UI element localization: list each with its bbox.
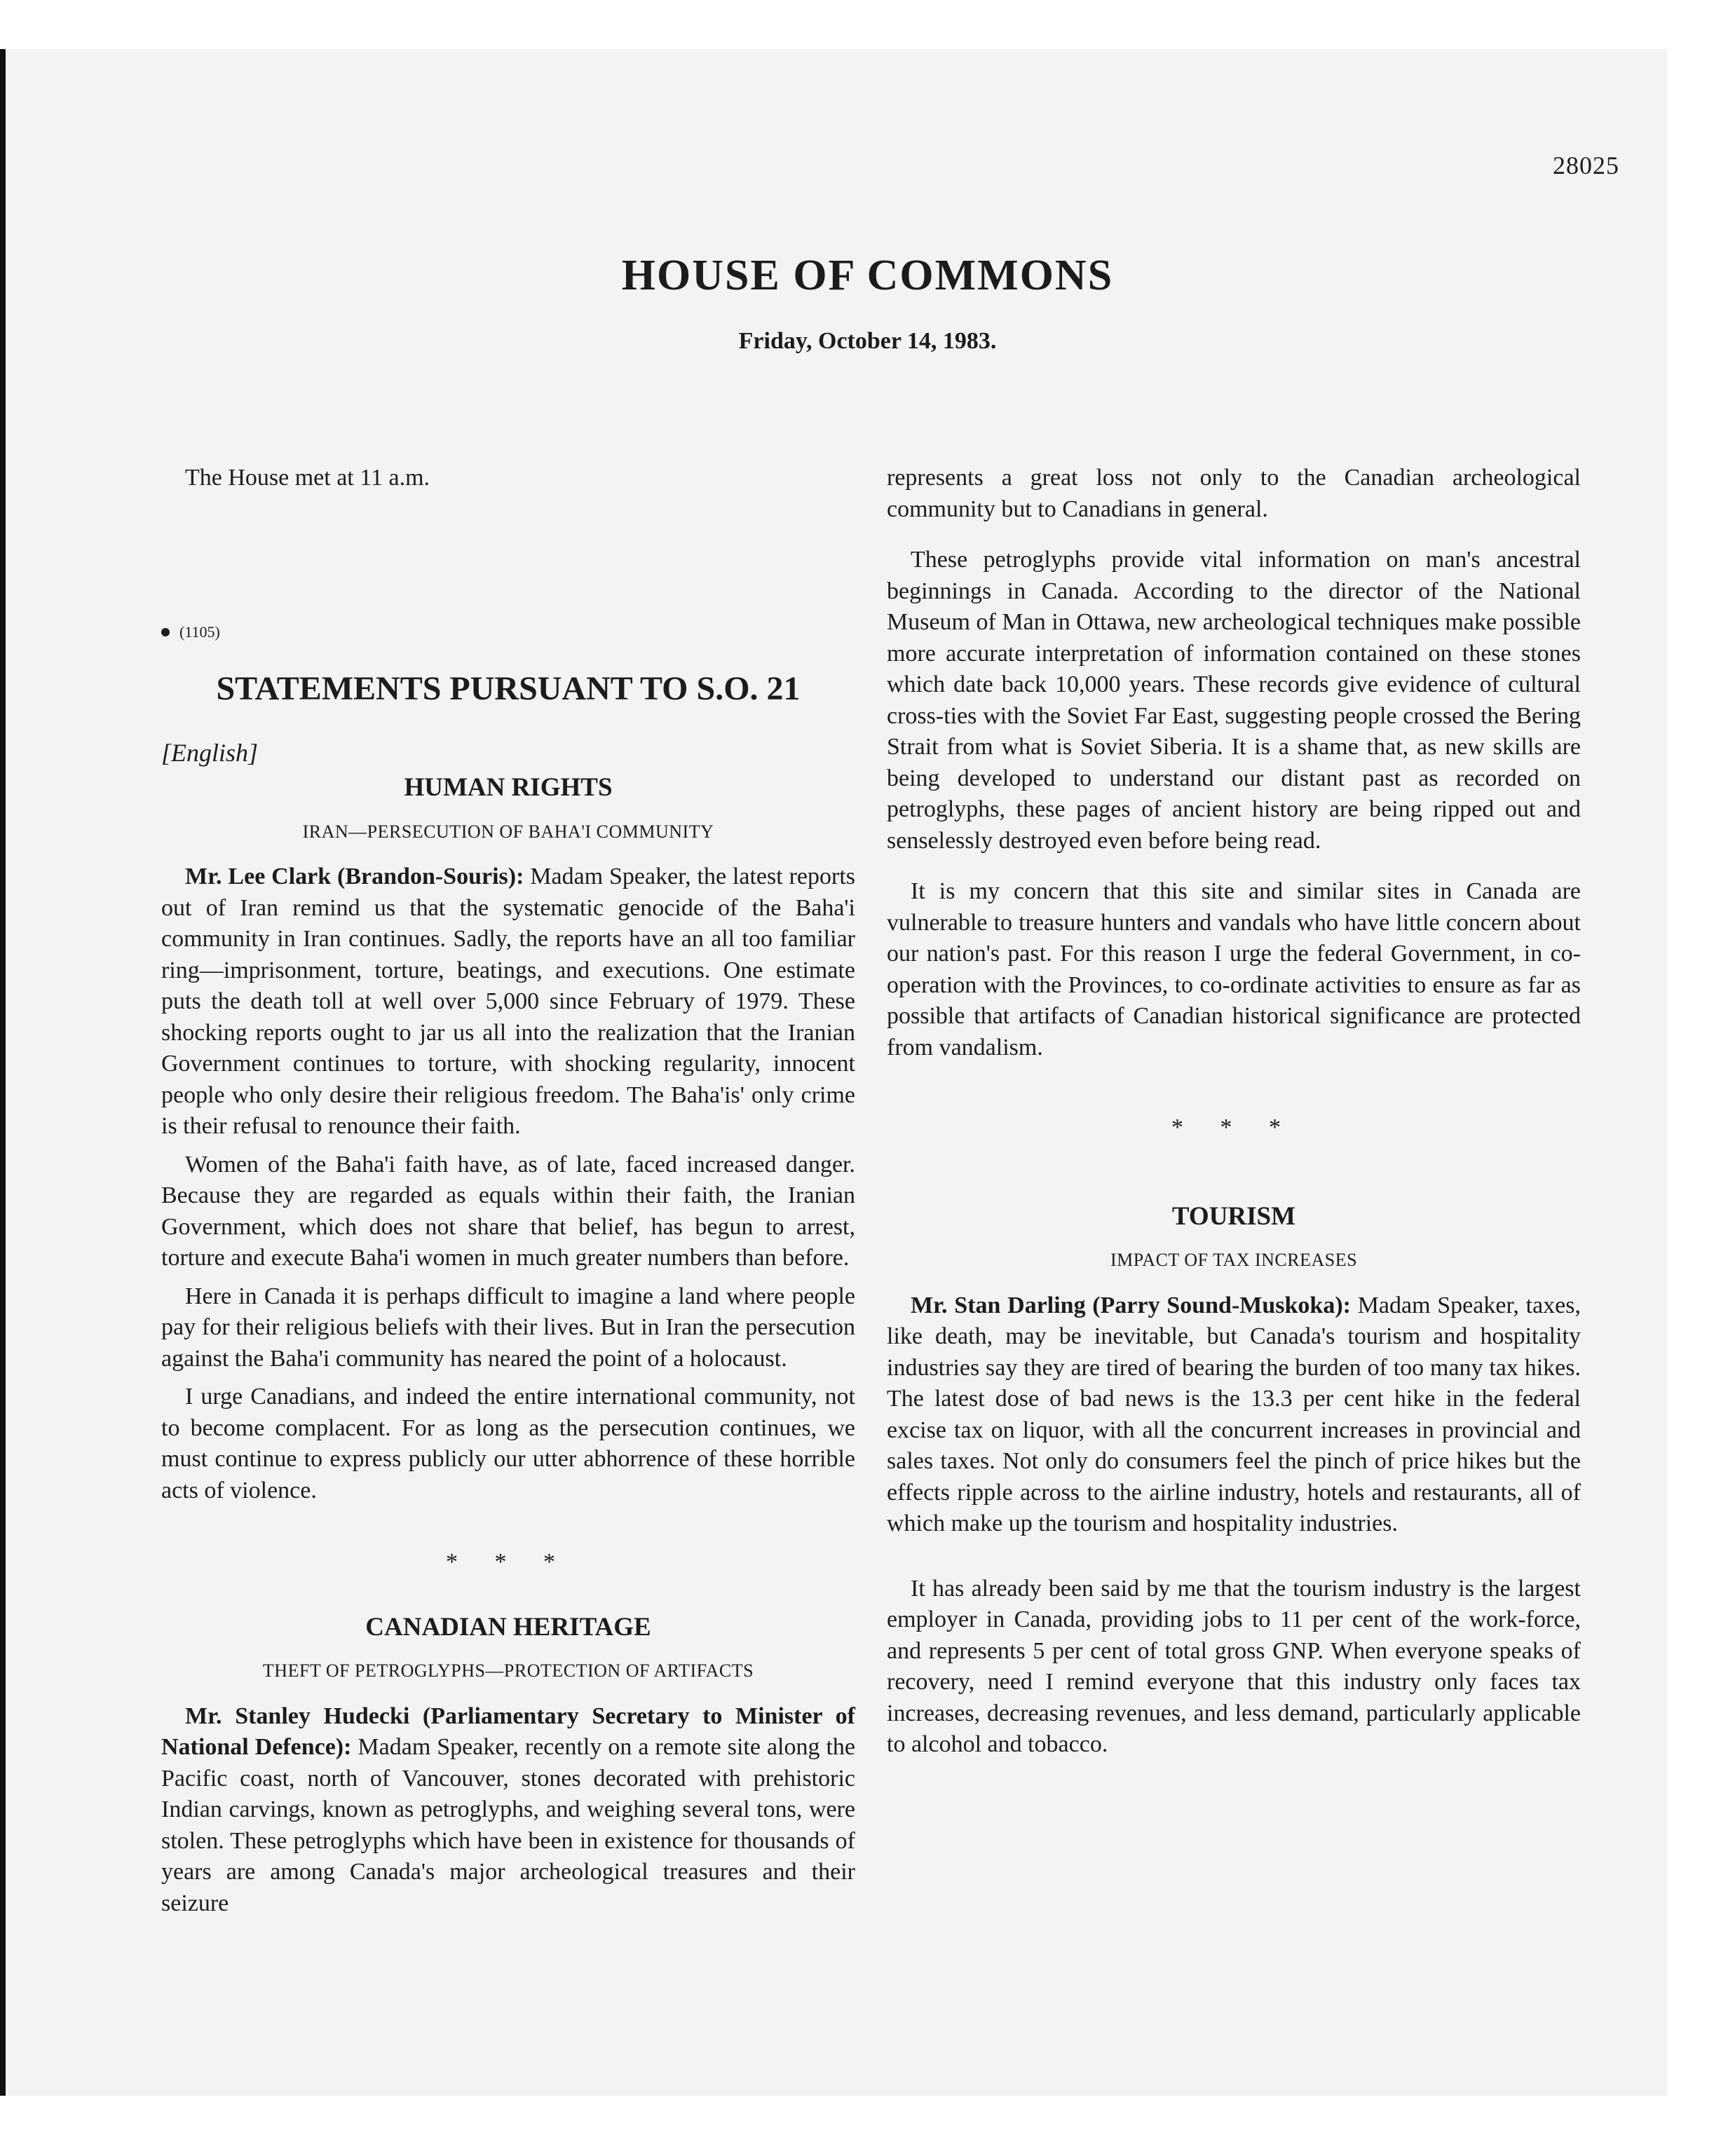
page-number: 28025 (1553, 151, 1619, 179)
time-marker-label: (1105) (179, 622, 220, 641)
speaker-name: Mr. Stan Darling (Parry Sound-Muskoka): (911, 1292, 1351, 1318)
subtopic-heading-petroglyphs: THEFT OF PETROGLYPHS—PROTECTION OF ARTIFACTS (262, 1660, 754, 1681)
speaker-name: Mr. Lee Clark (Brandon-Souris): (185, 864, 524, 890)
subtopic-heading-tax: IMPACT OF TAX INCREASES (1110, 1250, 1358, 1270)
time-marker (161, 617, 855, 648)
scan-edge (0, 49, 6, 2096)
topic-heading-heritage: CANADIAN HERITAGE (365, 1612, 651, 1642)
statement-paragraph: Here in Canada it is perhaps difficult to imagine a land where people pay for their religious beliefs with their lives. But in Iran the persecution against the Baha'i community has neared the point of a holocaust. (161, 1283, 855, 1372)
sitting-date: Friday, October 14, 1983. (738, 328, 997, 354)
statement-text: Madam Speaker, taxes, like death, may be inevitable, but Canada's tourism and hospitality industries say they are tired of bearing the burden of too many tax hikes. The latest dose of bad news is the 13.3 per cent hike in the federal excise tax on liquor, with all the concurrent increases in provincial and sales taxes. Not only do consumers feel the pinch of price hikes but the effects ripple across to the airline industry, hotels and restaurants, all of which make up the tourism and hospitality industries. (887, 1292, 1581, 1536)
opening-statement: The House met at 11 a.m. (185, 465, 430, 491)
section-separator: * * * (446, 1549, 571, 1576)
statement-paragraph (887, 1290, 1581, 1540)
subtopic-heading-iran: IRAN—PERSECUTION OF BAHA'I COMMUNITY (302, 821, 714, 842)
statement-paragraph: I urge Canadians, and indeed the entire international community, not to become complacent. For as long as the persecution continues, we must continue to express publicly our utter abhorrence of these horrible acts of violence. (161, 1384, 855, 1503)
speaker-name: Mr. Stanley Hudecki (Parliamentary Secretary to Minister of National Defence): (161, 1703, 855, 1761)
right-column (887, 463, 1581, 1761)
left-column (161, 463, 855, 1919)
statement-paragraph (161, 861, 855, 1142)
statement-paragraph: These petroglyphs provide vital information on man's ancestral beginnings in Canada. According to the director of the National Museum of Man in Ottawa, new archeological techniques make possible more accurate interpretation of information contained on these stones which date back 10,000 years. These records give evidence of cultural cross-ties with the Soviet Far East, suggesting people crossed the Bering Strait from what is Soviet Siberia. It is a shame that, as new skills are being developed to understand our distant past as recorded on petroglyphs, these pages of ancient history are being ripped out and senselessly destroyed even before being read. (887, 547, 1581, 854)
statement-paragraph: It is my concern that this site and similar sites in Canada are vulnerable to treasure hunters and vandals who have little concern about our nation's past. For this reason I urge the federal Government, in co-operation with the Provinces, to co-ordinate activities to ensure as far as possible that artifacts of Canadian historical significance are protected from vandalism. (887, 878, 1581, 1060)
statement-text: Madam Speaker, recently on a remote site along the Pacific coast, north of Vancouver, stones decorated with prehistoric Indian carvings, known as petroglyphs, and weighing several tons, were stolen. These petroglyphs which have been in existence for thousands of years are among Canada's major archeological treasures and their seizure (161, 1734, 855, 1916)
language-tag: [English] (161, 738, 259, 767)
statement-text: Madam Speaker, the latest reports out of Iran remind us that the systematic genocide of the Baha'i community in Iran continues. Sadly, the reports have an all too familiar ring—imprisonment, torture, beatings, and executions. One estimate puts the death toll at well over 5,000 since February of 1979. These shocking reports ought to jar us all into the realization that the Iranian Government continues to torture, with shocking regularity, innocent people who only desire their religious freedom. The Baha'is' only crime is their refusal to renounce their faith. (161, 864, 855, 1140)
bullet-icon (161, 628, 170, 636)
page-title: HOUSE OF COMMONS (621, 252, 1114, 299)
section-heading: STATEMENTS PURSUANT TO S.O. 21 (216, 670, 801, 707)
continued-paragraph: represents a great loss not only to the Canadian archeological community but to Canadians in general. (887, 465, 1581, 522)
statement-paragraph: Women of the Baha'i faith have, as of late, faced increased danger. Because they are regarded as equals within their faith, the Iranian Government, which does not share that belief, has begun to arrest, torture and execute Baha'i women in much greater numbers than before. (161, 1151, 855, 1271)
section-separator: * * * (1171, 1114, 1296, 1140)
statement-paragraph (161, 1701, 855, 1920)
topic-heading-tourism: TOURISM (1171, 1201, 1296, 1231)
statement-paragraph: It has already been said by me that the tourism industry is the largest employer in Canada, providing jobs to 11 per cent of the work-force, and represents 5 per cent of total gross GNP. When everyone speaks of recovery, need I remind everyone that this industry only faces tax increases, decreasing revenues, and less demand, particularly applicable to alcohol and tobacco. (887, 1575, 1581, 1757)
topic-heading-human-rights: HUMAN RIGHTS (404, 773, 613, 803)
